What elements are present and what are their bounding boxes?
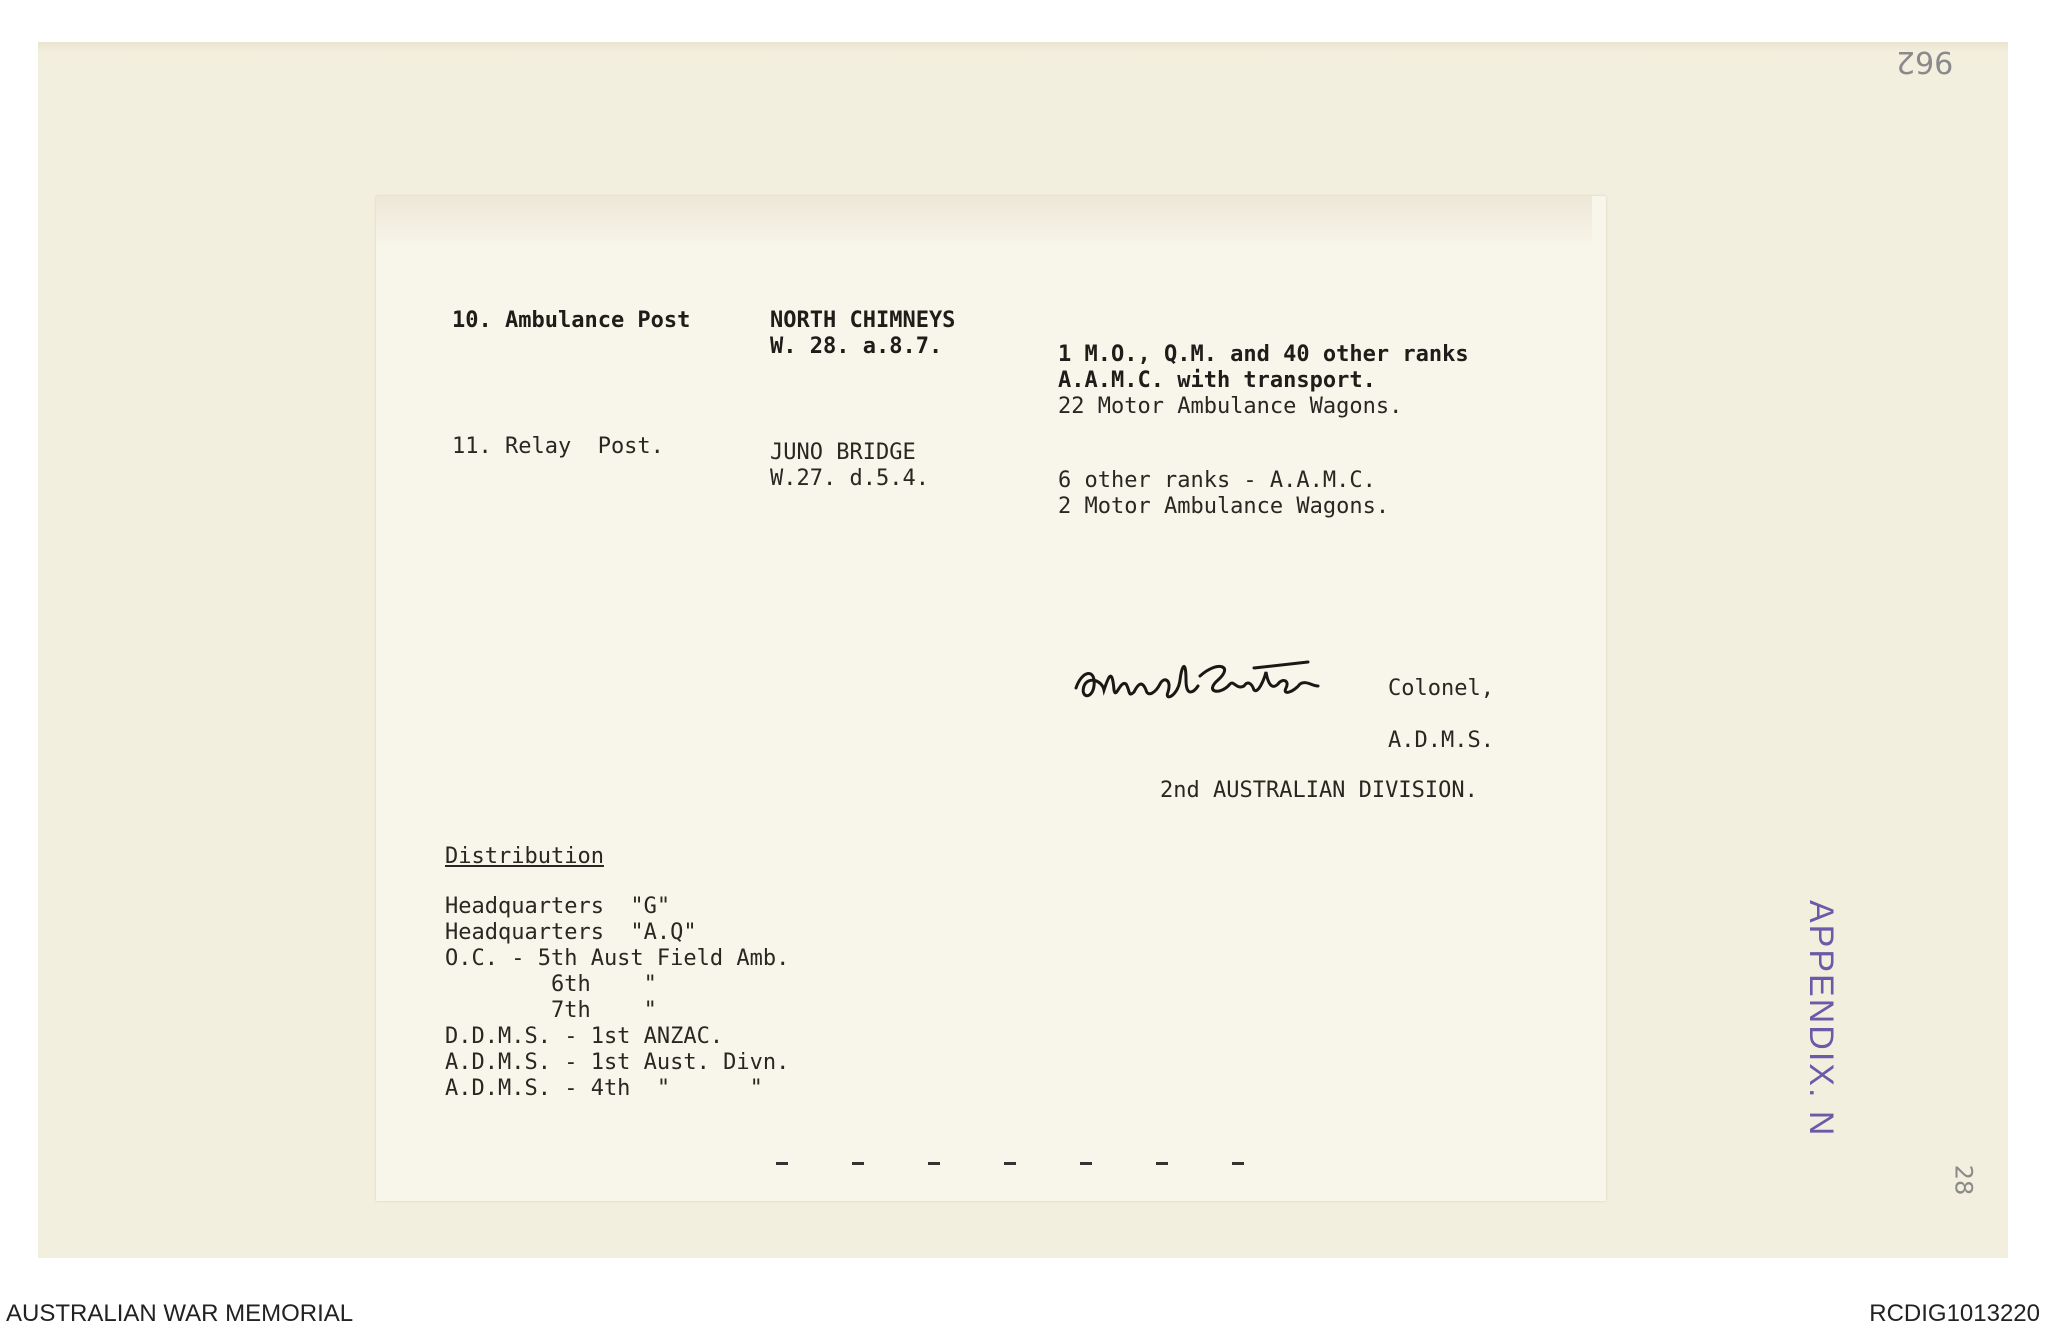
entry-11-item: 11. Relay Post. [452,434,664,459]
signature-title: A.D.M.S. [1388,728,1494,753]
distribution-line: Headquarters "G" [445,894,671,919]
closing-dash [776,1162,788,1165]
distribution-line: 6th " [445,972,657,997]
closing-dash [1232,1162,1244,1165]
distribution-line: Headquarters "A.Q" [445,920,697,945]
distribution-line: D.D.M.S. - 1st ANZAC. [445,1024,724,1049]
typed-page-fold [376,196,1592,248]
entry-10-detail-3: 22 Motor Ambulance Wagons. [1058,394,1403,419]
page-number-side: 28 [1949,1164,1978,1196]
distribution-line: A.D.M.S. - 1st Aust. Divn. [445,1050,790,1075]
entry-10-item: 10. Ambulance Post [452,308,691,333]
closing-dash [852,1162,864,1165]
entry-10-detail-1: 1 M.O., Q.M. and 40 other ranks [1058,342,1469,367]
entry-10-location-ref: W. 28. a.8.7. [770,334,943,359]
distribution-line: 7th " [445,998,657,1023]
page-number-top: 962 [1896,44,1954,79]
entry-11-detail-1: 6 other ranks - A.A.M.C. [1058,468,1376,493]
distribution-line: A.D.M.S. - 4th " " [445,1076,763,1101]
closing-dash [928,1162,940,1165]
entry-10-location-name: NORTH CHIMNEYS [770,308,956,333]
entry-11-location-name: JUNO BRIDGE [770,440,916,465]
entry-11-location-ref: W.27. d.5.4. [770,466,929,491]
footer-record-id: RCDIG1013220 [1869,1300,2040,1327]
signature-unit: 2nd AUSTRALIAN DIVISION. [1160,778,1478,803]
signature-rank: Colonel, [1388,676,1494,701]
distribution-line: O.C. - 5th Aust Field Amb. [445,946,790,971]
signature-handwritten [1068,640,1348,720]
entry-11-detail-2: 2 Motor Ambulance Wagons. [1058,494,1390,519]
closing-dash [1156,1162,1168,1165]
closing-dash [1080,1162,1092,1165]
closing-dash [1004,1162,1016,1165]
footer-archive-name: AUSTRALIAN WAR MEMORIAL [6,1300,354,1327]
appendix-stamp: APPENDIX. N [1802,900,1840,1138]
entry-10-detail-2: A.A.M.C. with transport. [1058,368,1376,393]
distribution-heading: Distribution [445,844,604,869]
